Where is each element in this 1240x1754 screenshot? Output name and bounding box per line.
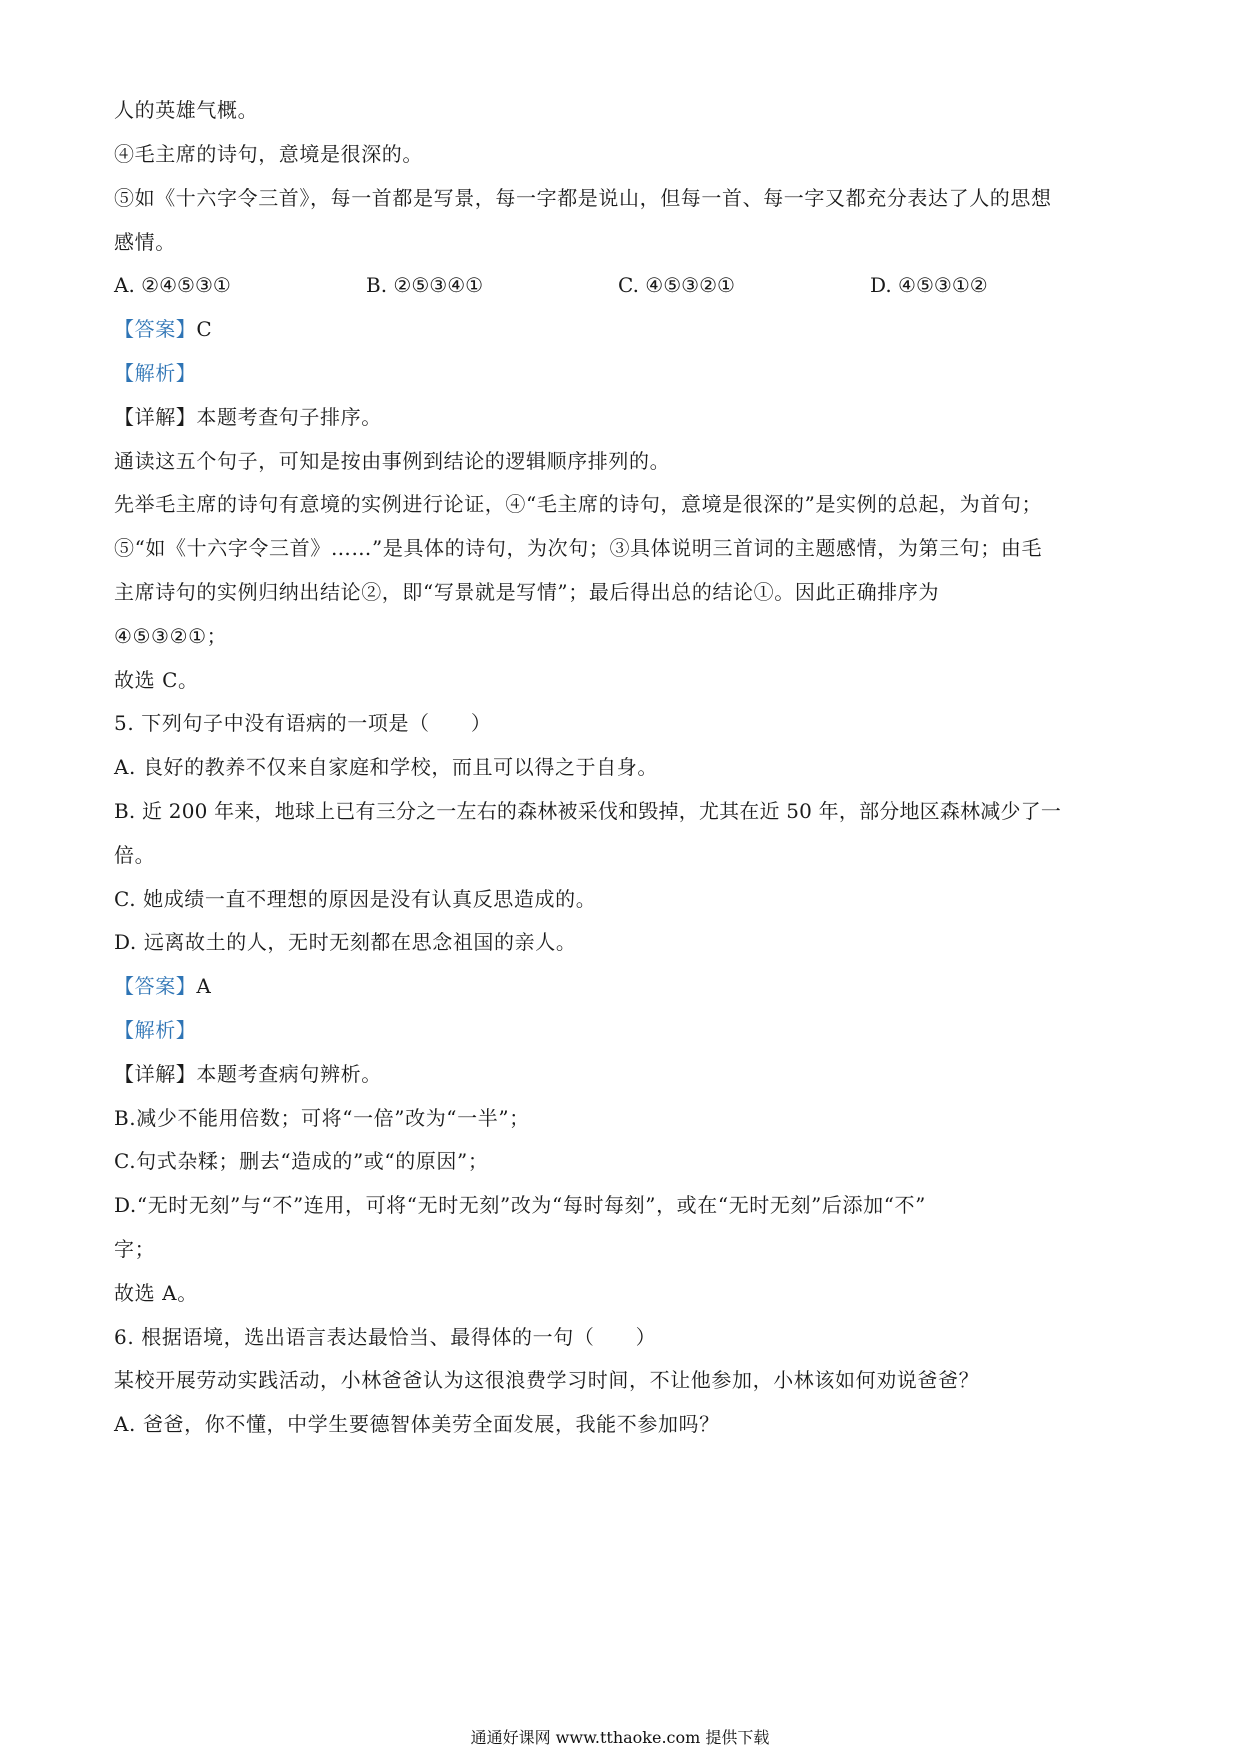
text-line: 通读这五个句子，可知是按由事例到结论的逻辑顺序排列的。 — [114, 449, 671, 473]
text-line: 倍。 — [114, 843, 156, 867]
analysis-tag: 【解析】 — [114, 361, 197, 385]
answer-value: A — [196, 974, 212, 998]
text-line: ④⑤③②①； — [114, 624, 228, 648]
option-b: B. 近 200 年来，地球上已有三分之一左右的森林被采伐和毁掉，尤其在近 50 年，部分地区森林减少了一 — [114, 799, 1062, 823]
text-line: ④毛主席的诗句，意境是很深的。 — [114, 142, 423, 166]
text-line: 人的英雄气概。 — [114, 98, 259, 122]
text-line: 感情。 — [114, 230, 176, 254]
answer-value: C — [196, 317, 213, 341]
option-c: C. 她成绩一直不理想的原因是没有认真反思造成的。 — [114, 887, 597, 911]
answer-tag: 【答案】 — [114, 974, 197, 998]
analysis-tag: 【解析】 — [114, 1018, 197, 1042]
text-line: D.“无时无刻”与“不”连用，可将“无时无刻”改为“每时每刻”，或在“无时无刻”后添加“不” — [114, 1193, 926, 1217]
option-b: B. ②⑤③④① — [366, 273, 484, 297]
page-footer: 通通好课网 www.tthaoke.com 提供下载 — [470, 1728, 770, 1747]
text-line: C.句式杂糅；删去“造成的”或“的原因”； — [114, 1149, 489, 1173]
detail-line: 【详解】本题考查句子排序。 — [114, 405, 382, 429]
answer-line — [114, 972, 211, 1000]
option-a: A. 爸爸，你不懂，中学生要德智体美劳全面发展，我能不参加吗？ — [114, 1412, 720, 1436]
text-line: 故选 C。 — [114, 668, 199, 692]
answer-tag: 【答案】 — [114, 317, 197, 341]
text-line: 某校开展劳动实践活动，小林爸爸认为这很浪费学习时间，不让他参加，小林该如何劝说爸爸？ — [114, 1368, 980, 1392]
text-line: 先举毛主席的诗句有意境的实例进行论证，④“毛主席的诗句，意境是很深的”是实例的总起，为首句； — [114, 492, 1043, 516]
text-line: ⑤如《十六字令三首》，每一首都是写景，每一字都是说山，但每一首、每一字又都充分表达了人的思想 — [114, 186, 1052, 210]
question-stem: 6. 根据语境，选出语言表达最恰当、最得体的一句（ ） — [114, 1325, 657, 1349]
text-line: ⑤“如《十六字令三首》……”是具体的诗句，为次句；③具体说明三首词的主题感情，为第三句；由毛 — [114, 536, 1043, 560]
option-d: D. 远离故土的人，无时无刻都在思念祖国的亲人。 — [114, 930, 577, 954]
text-line: B.减少不能用倍数；可将“一倍”改为“一半”； — [114, 1106, 530, 1130]
text-line: 主席诗句的实例归纳出结论②，即“写景就是写情”；最后得出总的结论①。因此正确排序为 — [114, 580, 940, 604]
option-c: C. ④⑤③②① — [618, 273, 735, 297]
option-a: A. ②④⑤③① — [114, 273, 231, 297]
text-line: 字； — [114, 1237, 156, 1261]
detail-line: 【详解】本题考查病句辨析。 — [114, 1062, 382, 1086]
option-a: A. 良好的教养不仅来自家庭和学校，而且可以得之于自身。 — [114, 755, 658, 779]
text-line: 故选 A。 — [114, 1281, 198, 1305]
answer-line — [114, 315, 212, 343]
option-d: D. ④⑤③①② — [870, 273, 988, 297]
question-stem: 5. 下列句子中没有语病的一项是（ ） — [114, 711, 492, 735]
